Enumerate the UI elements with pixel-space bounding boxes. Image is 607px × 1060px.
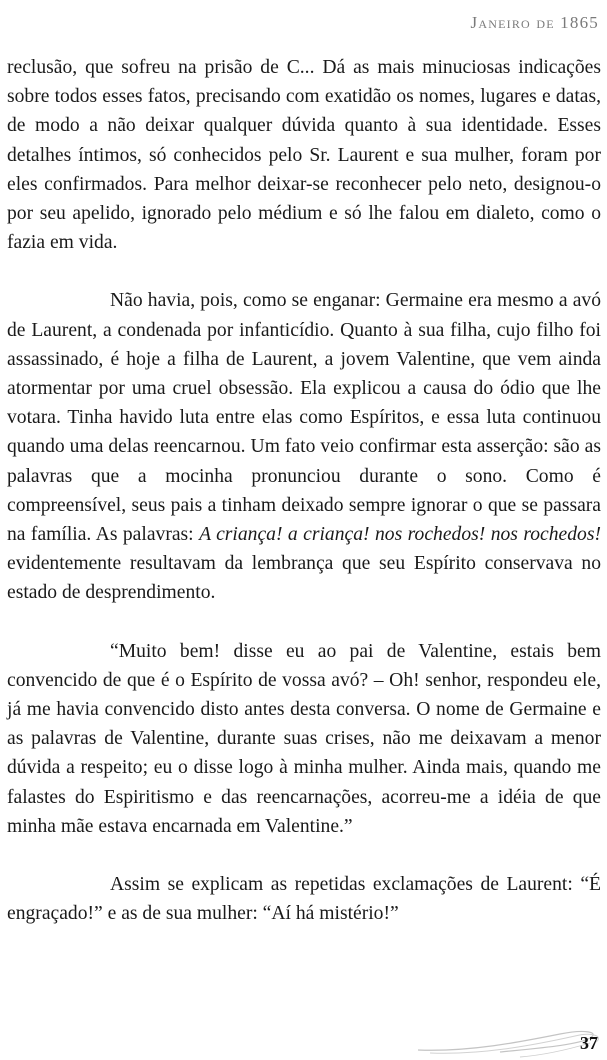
- italic-quote: A criança! a criança! nos rochedos! nos rochedos!: [199, 524, 601, 546]
- running-header: Janeiro de 1865: [470, 13, 599, 32]
- paragraph-conclusion: Assim se explicam as repetidas exclamações de Laurent: “É engraçado!” e as de sua mulher: “Aí há mistério!”: [7, 874, 601, 925]
- paragraph-dialogue: “Muito bem! disse eu ao pai de Valentine, estais bem convencido de que é o Espírito de vossa avó? – Oh! senhor, respondeu ele, já me havia convencido disto antes desta conversa. O nome de Germaine e as palavras de Valentine, durante suas crises, não me deixavam a menor dúvida a respeito; eu o disse logo à minha mulher. Ainda mais, quando me falastes do Espiritismo e das reencarnações, acorreu-me a idéia de que minha mãe estava encarnada em Valentine.”: [7, 640, 601, 837]
- page-body: [7, 53, 601, 928]
- paragraph-germaine: [7, 286, 601, 607]
- paragraph-text-before-quote: Não havia, pois, como se enganar: Germaine era mesmo a avó de Laurent, a condenada por infanticídio. Quanto à sua filha, cujo filho foi assassinado, é hoje a filha de Laurent, a jovem Valentine, que vem ainda atormentar por uma cruel obsessão. Ela explicou a causa do ódio que lhe votara. Tinha havido luta entre elas como Espíritos, e essa luta continuou quando uma delas reencarnou. Um fato veio confirmar esta asserção: são as palavras que a mocinha pronunciou durante o sono. Como é compreensível, seus pais a tinham deixado sempre ignorar o que se passara na família. As palavras:: [7, 290, 601, 546]
- footer-swash-ornament: [0, 1012, 607, 1060]
- page-footer: [0, 1012, 607, 1060]
- paragraph-continuation: reclusão, que sofreu na prisão de C... Dá as mais minuciosas indicações sobre todos esses fatos, precisando com exatidão os nomes, lugares e datas, de modo a não deixar qualquer dúvida quanto à sua identidade. Esses detalhes íntimos, só conhecidos pelo Sr. Laurent e sua mulher, foram por eles confirmados. Para melhor deixar-se reconhecer pelo neto, designou-o por seu apelido, ignorado pelo médium e só lhe falou em dialeto, como o fazia em vida.: [7, 57, 601, 254]
- page-number: 37: [580, 1033, 598, 1053]
- paragraph-text-after-quote: evidentemente resultavam da lembrança que seu Espírito conservava no estado de desprendimento.: [7, 553, 601, 604]
